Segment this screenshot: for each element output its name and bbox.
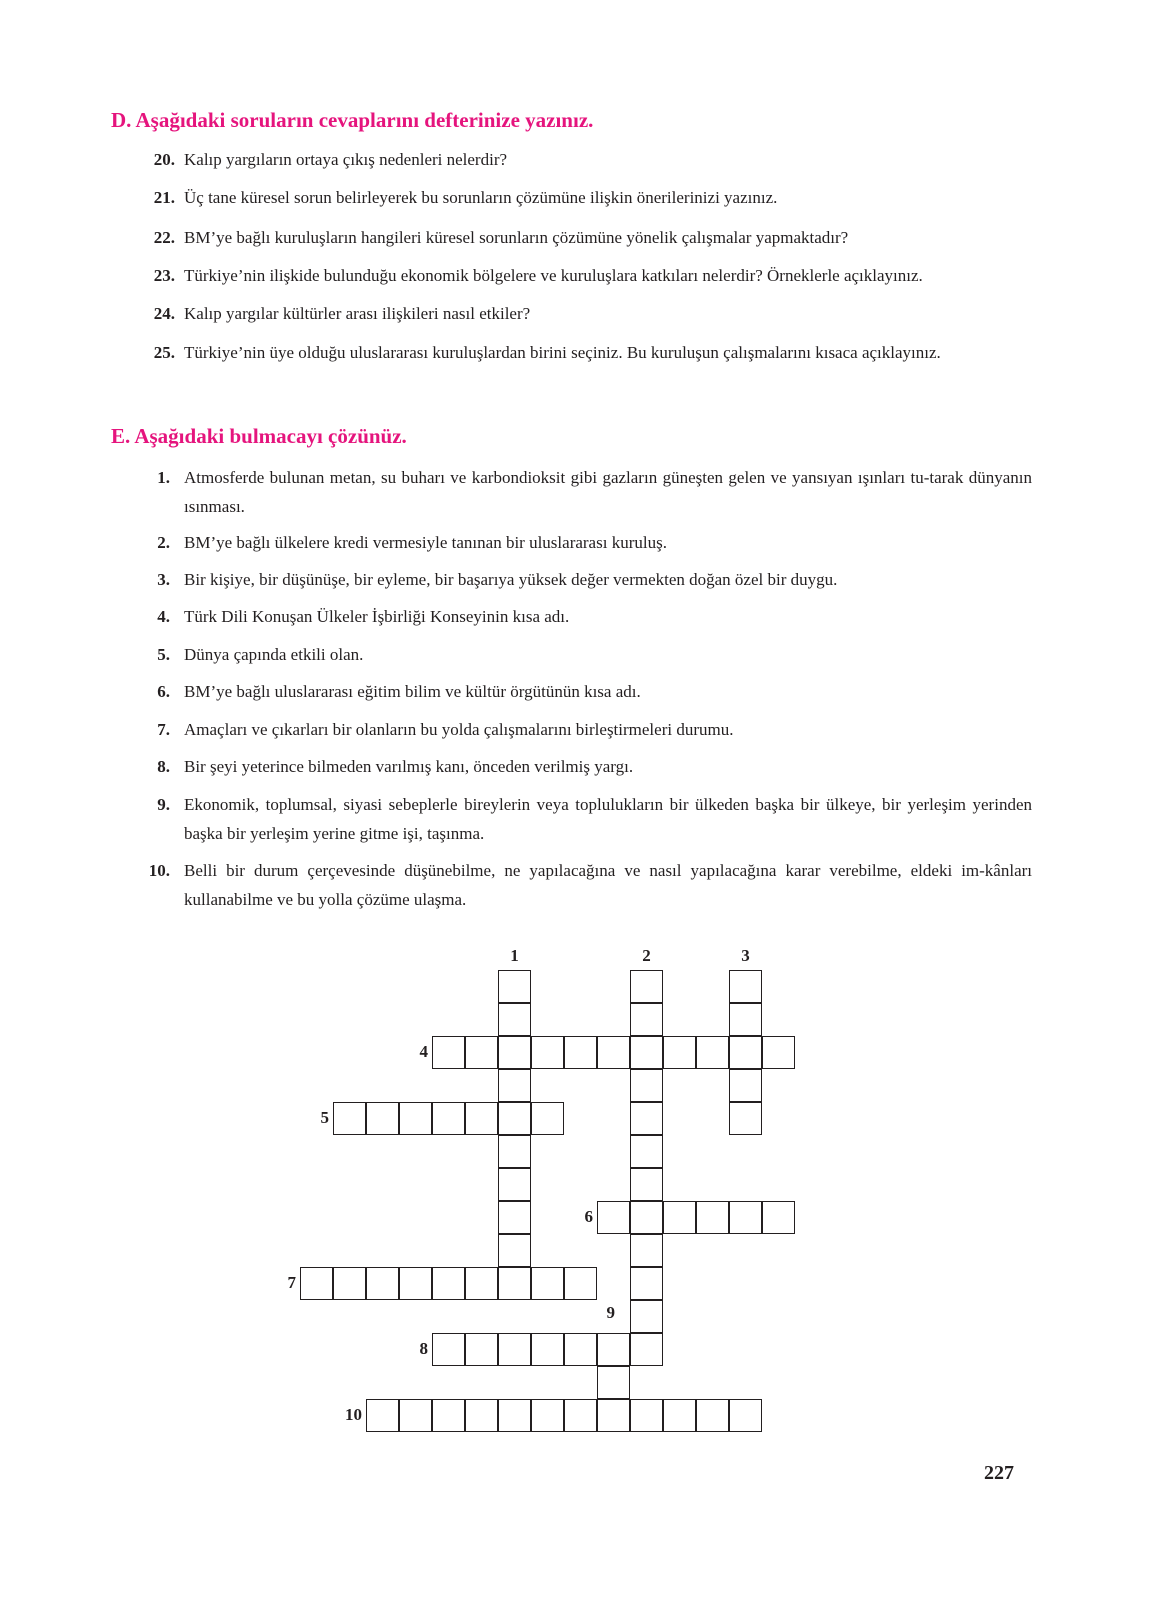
question-number: 24. [153, 304, 175, 323]
clue-text: Amaçları ve çıkarları bir olanların bu yolda çalışmalarını birleştirmeleri durumu. [184, 720, 734, 739]
crossword-cell[interactable] [630, 1135, 663, 1168]
question-number: 23. [153, 266, 175, 285]
crossword-cell[interactable] [696, 1399, 729, 1432]
crossword-cell[interactable] [729, 1036, 762, 1069]
crossword-cell[interactable] [498, 1399, 531, 1432]
crossword-cell[interactable] [531, 1399, 564, 1432]
crossword-number-3: 3 [741, 946, 750, 965]
crossword-cell[interactable] [531, 1036, 564, 1069]
crossword-cell[interactable] [663, 1036, 696, 1069]
crossword-cell[interactable] [696, 1036, 729, 1069]
clue-number: 4. [157, 607, 170, 626]
crossword-cell[interactable] [630, 1333, 663, 1366]
crossword-cell[interactable] [564, 1267, 597, 1300]
crossword-number-10: 10 [345, 1405, 362, 1424]
crossword-cell[interactable] [366, 1102, 399, 1135]
crossword-cell[interactable] [729, 1069, 762, 1102]
crossword-cell[interactable] [432, 1267, 465, 1300]
crossword-cell[interactable] [630, 1102, 663, 1135]
question-text: Türkiye’nin üye olduğu uluslararası kuruluşlardan birini seçiniz. Bu kuruluşun çalışmalarını kısaca açıklayınız. [184, 343, 941, 362]
crossword-number-6: 6 [584, 1207, 593, 1226]
crossword-cell[interactable] [630, 1201, 663, 1234]
question-number: 25. [153, 343, 175, 362]
crossword-cell[interactable] [630, 1267, 663, 1300]
question-text: BM’ye bağlı kuruluşların hangileri küresel sorunların çözümüne yönelik çalışmalar yapmaktadır? [184, 228, 849, 247]
crossword-cell[interactable] [630, 1234, 663, 1267]
crossword-cell[interactable] [366, 1267, 399, 1300]
crossword-cell[interactable] [729, 1201, 762, 1234]
clue-text: Atmosferde bulunan metan, su buharı ve karbondioksit gibi gazların güneşten gelen ve yansıyan ışınları tu-tarak dünyanın ısınması. [184, 468, 1032, 516]
crossword-cell[interactable] [630, 970, 663, 1003]
crossword-cell[interactable] [399, 1102, 432, 1135]
crossword-cell[interactable] [465, 1333, 498, 1366]
crossword-cell[interactable] [465, 1267, 498, 1300]
crossword-cell[interactable] [630, 1168, 663, 1201]
question-text: Üç tane küresel sorun belirleyerek bu sorunların çözümüne ilişkin önerilerinizi yazınız. [184, 188, 778, 207]
crossword-cell[interactable] [432, 1333, 465, 1366]
question-text: Kalıp yargıların ortaya çıkış nedenleri nelerdir? [184, 150, 508, 169]
crossword-cell[interactable] [531, 1102, 564, 1135]
clue-number: 2. [157, 533, 170, 552]
crossword-cell[interactable] [498, 1267, 531, 1300]
crossword-cell[interactable] [531, 1267, 564, 1300]
crossword-cell[interactable] [762, 1201, 795, 1234]
crossword-cell[interactable] [729, 1399, 762, 1432]
crossword-cell[interactable] [333, 1267, 366, 1300]
clue-text: Türk Dili Konuşan Ülkeler İşbirliği Konseyinin kısa adı. [184, 607, 570, 626]
page-number: 227 [984, 1462, 1014, 1484]
crossword-cell[interactable] [432, 1102, 465, 1135]
crossword-cell[interactable] [432, 1399, 465, 1432]
crossword-cell[interactable] [465, 1102, 498, 1135]
crossword-number-8: 8 [419, 1339, 428, 1358]
crossword-cell[interactable] [597, 1333, 630, 1366]
crossword-cell[interactable] [630, 1069, 663, 1102]
crossword-cell[interactable] [498, 1234, 531, 1267]
clue-number: 7. [157, 720, 170, 739]
clue-number: 6. [157, 682, 170, 701]
clue-text: Dünya çapında etkili olan. [184, 645, 364, 664]
crossword-cell[interactable] [498, 1003, 531, 1036]
clue-number: 9. [157, 795, 170, 814]
crossword-cell[interactable] [729, 1102, 762, 1135]
clue-text: Bir şeyi yeterince bilmeden varılmış kanı, önceden verilmiş yargı. [184, 757, 634, 776]
question-text: Türkiye’nin ilişkide bulunduğu ekonomik bölgelere ve kuruluşlara katkıları nelerdir? Örneklerle açıklayınız. [184, 266, 923, 285]
crossword-number-7: 7 [287, 1273, 296, 1292]
question-number: 21. [153, 188, 175, 207]
clue-number: 1. [157, 468, 170, 487]
crossword-cell[interactable] [465, 1399, 498, 1432]
clue-text: Belli bir durum çerçevesinde düşünebilme, ne yapılacağına ve nasıl yapılacağına karar verebilme, eldeki im-kânları kullanabilme ve bu yolla çözüme ulaşma. [184, 861, 1032, 909]
crossword-cell[interactable] [663, 1201, 696, 1234]
crossword-cell[interactable] [564, 1333, 597, 1366]
crossword-cell[interactable] [366, 1399, 399, 1432]
question-text: Kalıp yargılar kültürler arası ilişkileri nasıl etkiler? [184, 304, 531, 323]
crossword-cell[interactable] [498, 1069, 531, 1102]
crossword-number-2: 2 [642, 946, 651, 965]
crossword-cell[interactable] [564, 1036, 597, 1069]
section-e-heading: E. Aşağıdaki bulmacayı çözünüz. [111, 424, 407, 448]
crossword-cell[interactable] [531, 1333, 564, 1366]
clue-text: BM’ye bağlı uluslararası eğitim bilim ve kültür örgütünün kısa adı. [184, 682, 641, 701]
crossword-cell[interactable] [333, 1102, 366, 1135]
crossword-cell[interactable] [630, 1036, 663, 1069]
crossword-cell[interactable] [630, 1399, 663, 1432]
crossword-number-9: 9 [606, 1303, 615, 1322]
question-number: 22. [153, 228, 175, 247]
crossword-cell[interactable] [729, 970, 762, 1003]
crossword-number-5: 5 [320, 1108, 329, 1127]
clue-number: 5. [157, 645, 170, 664]
crossword-cell[interactable] [597, 1399, 630, 1432]
crossword-cell[interactable] [564, 1399, 597, 1432]
crossword-cell[interactable] [597, 1036, 630, 1069]
clue-number: 3. [157, 570, 170, 589]
crossword-cell[interactable] [498, 1102, 531, 1135]
crossword-cell[interactable] [498, 1333, 531, 1366]
question-number: 20. [153, 150, 175, 169]
crossword-cell[interactable] [498, 1201, 531, 1234]
crossword-cell[interactable] [432, 1036, 465, 1069]
crossword-cell[interactable] [498, 1135, 531, 1168]
crossword-cell[interactable] [597, 1366, 630, 1399]
crossword-cell[interactable] [498, 1036, 531, 1069]
crossword-cell[interactable] [300, 1267, 333, 1300]
crossword-cell[interactable] [663, 1399, 696, 1432]
clue-text: Bir kişiye, bir düşünüşe, bir eyleme, bir başarıya yüksek değer vermekten doğan özel bir duygu. [184, 570, 838, 589]
crossword-cell[interactable] [399, 1399, 432, 1432]
clue-text: BM’ye bağlı ülkelere kredi vermesiyle tanınan bir uluslararası kuruluş. [184, 533, 667, 552]
clue-number: 10. [148, 861, 170, 880]
crossword-cell[interactable] [597, 1201, 630, 1234]
clue-text: Ekonomik, toplumsal, siyasi sebeplerle bireylerin veya toplulukların bir ülkeden başka bir ülkeye, bir yerleşim yerinden başka bir yerleşim yerine gitme işi, taşınma. [184, 795, 1032, 843]
clue-number: 8. [157, 757, 170, 776]
crossword-cell[interactable] [399, 1267, 432, 1300]
crossword-cell[interactable] [630, 1300, 663, 1333]
crossword-number-1: 1 [510, 946, 519, 965]
crossword-cell[interactable] [729, 1003, 762, 1036]
crossword-cell[interactable] [465, 1036, 498, 1069]
crossword-cell[interactable] [696, 1201, 729, 1234]
crossword-cell[interactable] [498, 970, 531, 1003]
crossword-number-4: 4 [419, 1042, 428, 1061]
crossword-cell[interactable] [498, 1168, 531, 1201]
section-d-heading: D. Aşağıdaki soruların cevaplarını defterinize yazınız. [111, 108, 594, 132]
crossword-cell[interactable] [630, 1003, 663, 1036]
crossword-cell[interactable] [762, 1036, 795, 1069]
